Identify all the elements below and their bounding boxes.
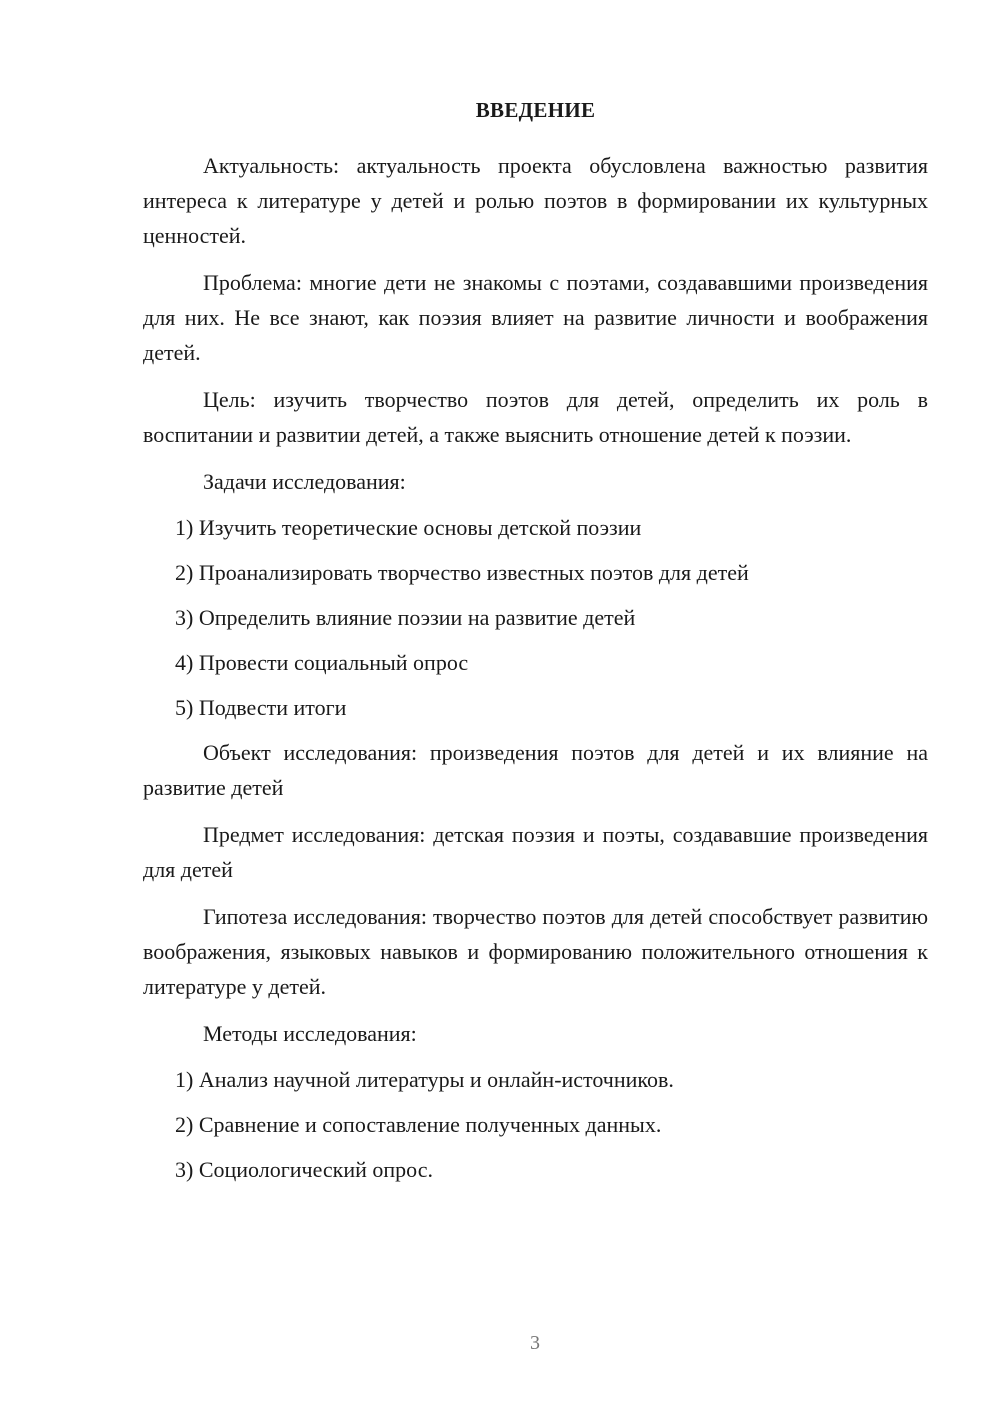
relevance-paragraph: Актуальность: актуальность проекта обусловлена важностью развития интереса к литературе у детей и ролью поэтов в формировании их культурных ценностей. [143, 153, 928, 248]
task-item: 3) Определить влияние поэзии на развитие детей [175, 605, 636, 630]
document-page [143, 92, 928, 1197]
task-item: 2) Проанализировать творчество известных поэтов для детей [175, 560, 749, 585]
method-item: 3) Социологический опрос. [175, 1157, 433, 1182]
method-item: 2) Сравнение и сопоставление полученных данных. [175, 1112, 662, 1137]
tasks-label: Задачи исследования: [203, 469, 406, 494]
goal-paragraph: Цель: изучить творчество поэтов для детей, определить их роль в воспитании и развитии детей, а также выяснить отношение детей к поэзии. [143, 387, 928, 447]
page-number: 3 [530, 1332, 540, 1354]
method-item: 1) Анализ научной литературы и онлайн-источников. [175, 1067, 674, 1092]
task-item: 4) Провести социальный опрос [175, 650, 469, 675]
subject-paragraph: Предмет исследования: детская поэзия и поэты, создававшие произведения для детей [143, 822, 928, 882]
hypothesis-paragraph: Гипотеза исследования: творчество поэтов для детей способствует развитию воображения, языковых навыков и формированию положительного отношения к литературе у детей. [143, 904, 928, 999]
task-item: 5) Подвести итоги [175, 695, 347, 720]
task-item: 1) Изучить теоретические основы детской поэзии [175, 515, 642, 540]
problem-paragraph: Проблема: многие дети не знакомы с поэтами, создававшими произведения для них. Не все знают, как поэзия влияет на развитие личности и воображения детей. [143, 270, 928, 365]
object-paragraph: Объект исследования: произведения поэтов для детей и их влияние на развитие детей [143, 740, 928, 800]
tasks-list [143, 510, 928, 725]
methods-list [143, 1062, 928, 1187]
methods-label: Методы исследования: [203, 1021, 417, 1046]
section-title: ВВЕДЕНИЕ [475, 98, 596, 122]
